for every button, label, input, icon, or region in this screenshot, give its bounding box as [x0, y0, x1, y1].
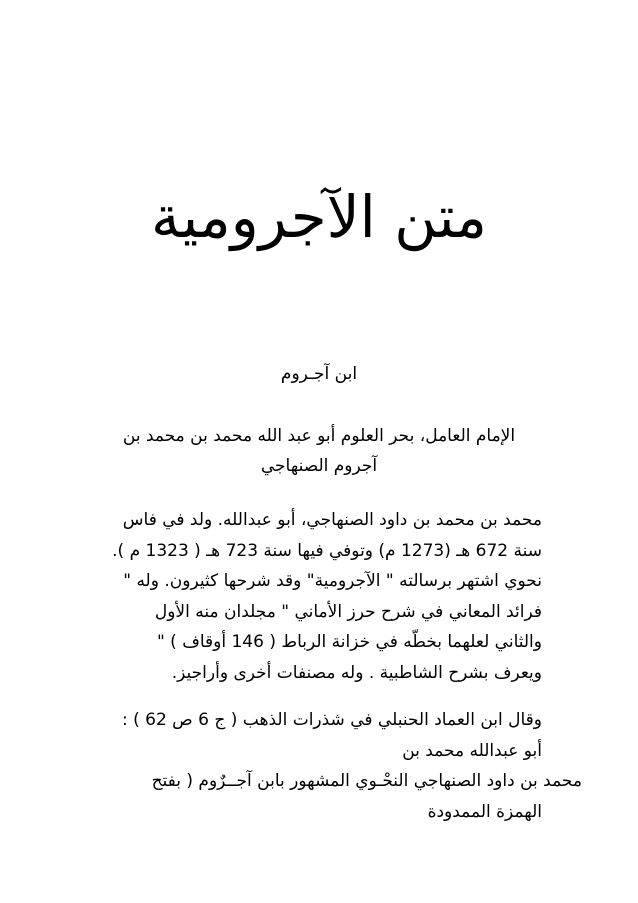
author-full-name	[100, 421, 538, 481]
biography-line-1: محمد بن محمد بن داود الصنهاجي، أبو عبدالله. ولد في فاس	[122, 510, 542, 530]
biography-line-4: فرائد المعاني في شرح حرز الأماني " مجلدان منه الأول	[154, 601, 542, 622]
biography-line-5: والثاني لعلهما بخطّه في خزانة الرباط ( 146 أوقاف ) "	[156, 632, 542, 652]
quote-line-1: وقال ابن العماد الحنبلي في شذرات الذهب ( ج 6 ص 62 ) :	[121, 710, 542, 730]
biography-paragraph	[82, 505, 542, 688]
author-name: ابن آجـروم	[280, 364, 358, 384]
quote-paragraph	[82, 705, 582, 827]
quote-line-3: محمد بن داود الصنهاجي النحْـوي المشهور بابن آجــرٌوم ( بفتح	[151, 771, 582, 791]
author-full-name-line-1: الإمام العامل، بحر العلوم أبو عبد الله محمد بن محمد بن	[122, 426, 516, 446]
quote-line-4: الهمزة الممدودة	[427, 801, 542, 822]
biography-line-6: ويعرف بشرح الشاطبية . وله مصنفات أخرى وأراجيز.	[171, 662, 542, 683]
biography-line-2: سنة 672 هـ (1273 م) وتوفي فيها سنة 723 هـ ( 1323 م ).	[112, 540, 542, 561]
page-title: متن الآجرومية	[151, 183, 487, 251]
quote-line-2: أبو عبدالله محمد بن	[402, 740, 542, 761]
author-full-name-line-2: آجروم الصنهاجي	[260, 456, 378, 476]
biography-line-3: نحوي اشتهر برسالته " الآجرومية" وقد شرحها كثيرون. وله "	[123, 571, 542, 591]
